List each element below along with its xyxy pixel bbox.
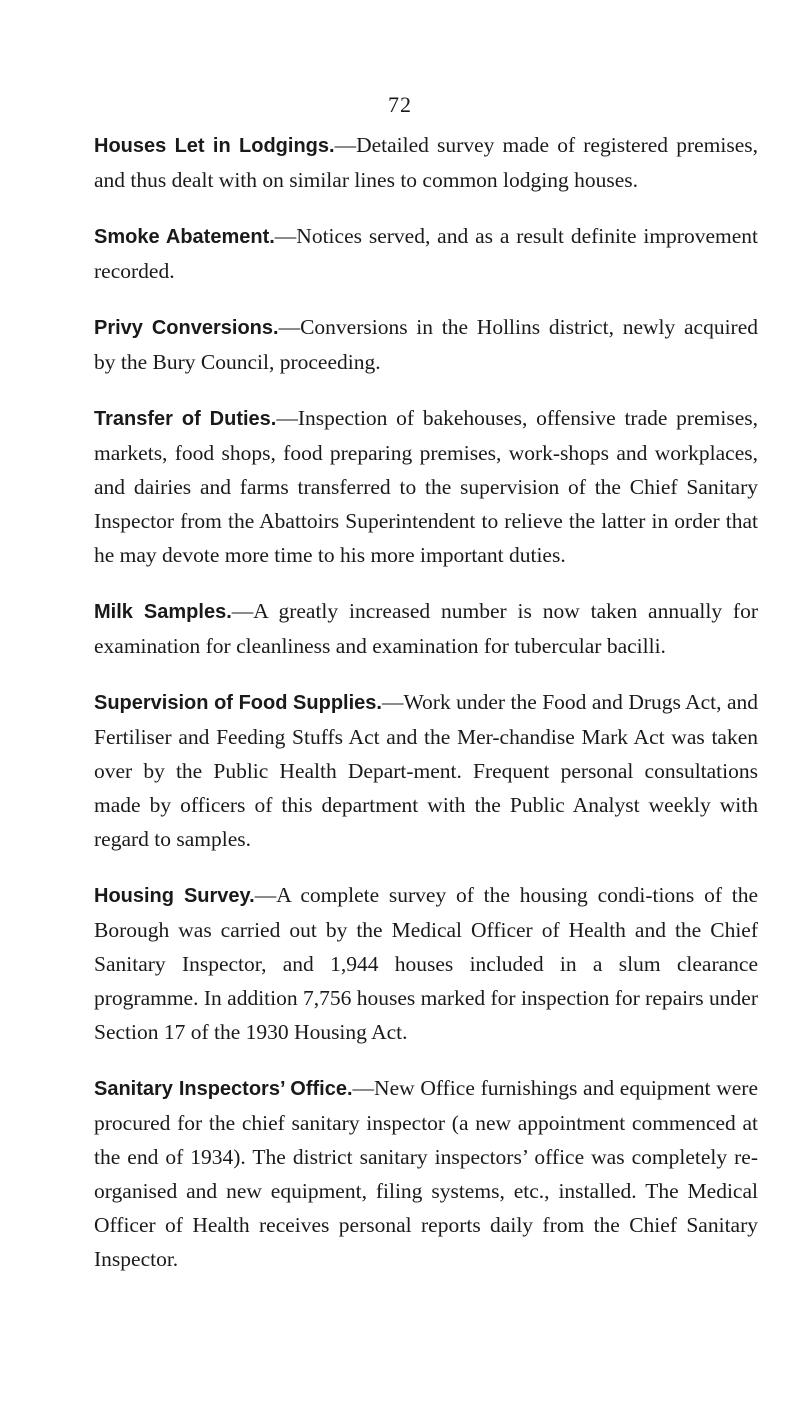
paragraph-text: —A greatly increased number is now taken annually for examination for cleanliness and examination for tubercular bacilli.	[94, 599, 759, 658]
paragraph-heading: Milk Samples.	[94, 601, 232, 623]
paragraph-text: —A complete survey of the housing condi-tions of the Borough was carried out by the Medical Officer of Health and the Chief Sanitary Inspector, and 1,944 houses included in a slum clearance programme. In addition 7,756 houses marked for inspection for repairs under Section 17 of the 1930 Housing Act.	[94, 883, 759, 1044]
paragraph-text: —New Office furnishings and equipment were procured for the chief sanitary inspector (a new appointment commenced at the end of 1934). The district sanitary inspectors’ office was completely re-organised and new equipment, filing systems, etc., installed. The Medical Officer of Health receives personal reports daily from the Chief Sanitary Inspector.	[94, 1076, 759, 1271]
paragraph-text: —Work under the Food and Drugs Act, and Fertiliser and Feeding Stuffs Act and the Mer-chandise Mark Act was taken over by the Public Health Depart-ment. Frequent personal consultations made by officers of this department with the Public Analyst weekly with regard to samples.	[94, 690, 759, 851]
paragraph-housing-survey	[94, 878, 758, 1049]
document-body	[94, 128, 758, 1298]
paragraph-heading: Smoke Abatement.	[94, 226, 275, 248]
paragraph-milk-samples	[94, 594, 758, 663]
paragraph-heading: Transfer of Duties.	[94, 408, 277, 430]
paragraph-houses-let-in-lodgings	[94, 128, 758, 197]
paragraph-text: —Detailed survey made of registered premises, and thus dealt with on similar lines to common lodging houses.	[94, 133, 758, 192]
paragraph-heading: Supervision of Food Supplies.	[94, 692, 382, 714]
paragraph-smoke-abatement	[94, 219, 758, 288]
paragraph-privy-conversions	[94, 310, 758, 379]
paragraph-heading: Privy Conversions.	[94, 317, 279, 339]
paragraph-transfer-of-duties	[94, 401, 758, 572]
paragraph-heading: Sanitary Inspectors’ Office.	[94, 1078, 353, 1100]
paragraph-text: —Conversions in the Hollins district, newly acquired by the Bury Council, proceeding.	[94, 315, 758, 374]
paragraph-heading: Houses Let in Lodgings.	[94, 135, 335, 157]
paragraph-heading: Housing Survey.	[94, 885, 255, 907]
paragraph-sanitary-inspectors-office	[94, 1071, 758, 1276]
paragraph-supervision-of-food-supplies	[94, 685, 758, 856]
page-number: 72	[388, 92, 412, 117]
paragraph-text: —Notices served, and as a result definite improvement recorded.	[94, 224, 758, 283]
paragraph-text: —Inspection of bakehouses, offensive trade premises, markets, food shops, food preparing premises, work-shops and workplaces, and dairies and farms transferred to the supervision of the Chief Sanitary Inspector from the Abattoirs Superintendent to relieve the latter in order that he may devote more time to his more important duties.	[94, 406, 758, 567]
